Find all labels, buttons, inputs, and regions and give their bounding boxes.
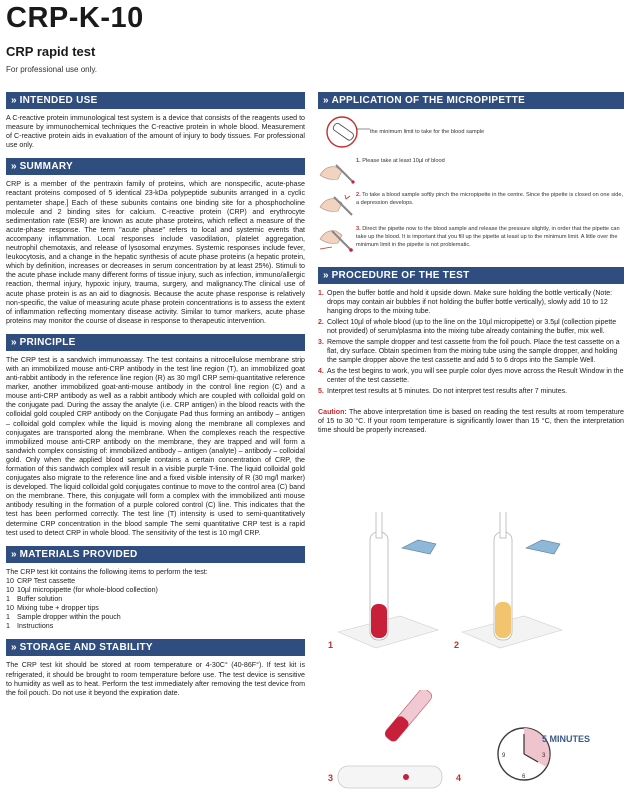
procedure-heading: » PROCEDURE OF THE TEST [318, 267, 624, 284]
hand-pipette-icon [318, 157, 356, 185]
left-column [6, 92, 305, 706]
figure-label: 4 [456, 773, 462, 783]
pipette-limit-icon [318, 115, 370, 149]
list-item: 5. Interpret test results at 5 minutes. Do not interpret test results after 7 minutes. [318, 388, 568, 395]
chevron-icon: » [11, 548, 16, 560]
timer-clock-icon [494, 724, 554, 784]
list-item: 10 Mixing tube + dropper tips [6, 604, 99, 613]
pipette-step: 3. Direct the pipette now to the blood sample and release the pressure slightly, in order that the pipette can take up the blood. It is important that you fill up the pipette at least up to the minimum limit. A little over the minimum limit in the pipette is not problematic. [318, 225, 624, 253]
intended-use-text: A C-reactive protein immunological test system is a device that consists of the reagents used to measure by immunochemical techniques the C-reactive protein in whole blood. Measurement of C-reactive protein aids in evaluation of the amount of injury to body tissues. For professional use only. [6, 114, 305, 150]
list-item: 10 10µl micropipette (for whole-blood collection) [6, 585, 158, 594]
materials-intro: The CRP test kit contains the following items to perform the test: [6, 567, 208, 576]
figure-label: 3 [328, 773, 334, 783]
figure-label: 2 [454, 640, 460, 650]
principle-text: The CRP test is a sandwich immunoassay. The test contains a nitrocellulose membrane strip with an immobilized mouse anti-CRP antibody in the test line region (T), an immobilized goat anti-rabbit antibody in the reference line region (R) as 30 mg/l CRP semi-quantitative reference marker, another immobilized goat-anti-mouse antibody in the control line region (C) and a mouse anti-CRP antibody as well as a rabbit antibody which are coupled with colloidal gold on the conjugate pad. During the assay the analyte (i.e. CRP antigen) in the blood reacts with the colloidal gold coupled CRP antibody on the Conjugate Pad thus forming an antibody – antigen – colloidal gold complex while the liquid is moving along the membrane all complexes and conjugates are transported along the membrane. When the complexes reach the respective immobilized mouse anti-CRP antibody on the membrane, they are trapped and will form a sandwich complex consisting of: immobilized antibody – antigen (analyte) – antibody – colloidal gold. Only when the applied blood sample contains a certain concentration of CRP, the formation of this sandwich complex will result in a visible purple T-line. The liquid colloidal gold conjugates also migrate to the reference line and a fixed visible intensity of R (30 mg/l marker) is developed. The liquid colloidal gold conjugates continue to move to the control area (C) band on the membrane. There, this conjugate will form a complex with the immobilized anti mouse antibody resulting in the formation of a purple colored control (C) line. This indicates that the test has been performed correctly. The test line (T) intensity is used to semi-quantitatively determine CRP concentration in the blood sample The semi quantitative CRP test is a rapid test used to detect CRP in whole blood. The sensitivity of the test is 10 mg/l CRP. [6, 355, 305, 537]
figure-label: 1 [328, 640, 334, 650]
list-item: 1. Open the buffer bottle and hold it upside down. Make sure holding the bottle vertically (Note: drops may contain air bubbles if not holding the buffer bottle vertically), slowly add 10 to 12 hanging drops to the mixing tube. [318, 290, 613, 315]
list-item: 2. Collect 10µl of whole blood (up to the line on the 10µl micropipette) or 3.5µl (collection pipette not provided) of serum/plasma into the mixing tube already containing the buffer, mix well. [318, 319, 617, 335]
caution-label: Caution: [318, 408, 347, 416]
right-column [318, 92, 624, 443]
figure-3-illustration [336, 690, 456, 802]
list-item: 3. Remove the sample dropper and test cassette from the foil pouch. Place the test cassette on a flat, dry surface. Obtain specimen from the mixing tube using the sample dropper, and holding the sample dropper above the test cassette and add 5 to 6 drops into the Sample Well. [318, 339, 620, 364]
figure-2-illustration [454, 512, 564, 652]
materials-heading: » MATERIALS PROVIDED [6, 546, 305, 563]
list-item: 4. As the test begins to work, you will see purple color dyes move across the Result Window in the center of the test cassette. [318, 368, 624, 384]
storage-text: The CRP test kit should be stored at room temperature or 4-30C° (40-86F°). If test kit is refrigerated, it should be brought to room temperature before use. The test device is sensitive to humidity as well as to heat. Perform the test immediately after removing the test device from the foil pouch. Do not use it beyond the expiration date. [6, 661, 305, 697]
document-title: CRP-K-10 [6, 2, 144, 34]
pipette-annotation: the minimum limit to take for the blood sample [370, 129, 485, 135]
chevron-icon: » [323, 270, 328, 281]
chevron-icon: » [11, 95, 16, 106]
clock-mark: 6 [522, 774, 526, 780]
micropipette-heading: » APPLICATION OF THE MICROPIPETTE [318, 92, 624, 109]
summary-text: CRP is a member of the pentraxin family of proteins, which are nonspecific, acute-phase reactant proteins composed of 5 identical 23-kDa polypeptide subunits arranged in a cyclic pentameter shape.] Each of these subunits contains one binding site for a phosphocholine molecule and 2 binding sites for calcium. C-reactive protein (CRP) and erythrocyte sedimentation rate (ESR) are known as acute phase proteins, which reflect a measure of the acute-phase response. The term "acute phase" refers to local and systemic events that accompany inflammation. Local responses include vasodilation, platelet aggregation, neutrophil chemotaxis, and release of lysosomal enzymes. Systemic responses include fever, leukocytosis, and a change in the hepatic synthesis of acute phase proteins (a hepatic protein, which by definition, increases or decreases in serum concentration by at least 25%). Stimuli to the acute phase include many different forms of tissue injury, such as infection, immuno/allergic reaction, thermal injury, hypoxic injury, trauma, surgery, and malignancy.The clinical use of acute phase protein is as an aid to diagnosis. Because the acute phase response is relatively non-specific, the value of measuring acute phase protein concentrations is to assess the extent of inflammation reflecting momentary disease activity. Similar to tumor markers, acute phase proteins may monitor the course of disease in response to therapeutic intervention. [6, 180, 305, 325]
storage-heading: » STORAGE AND STABILITY [6, 639, 305, 656]
caution-note [318, 408, 624, 435]
timer-label: 5 MINUTES [542, 734, 591, 744]
release-pipette-icon [318, 225, 356, 253]
principle-heading: » PRINCIPLE [6, 334, 305, 351]
intended-use-heading: » INTENDED USE [6, 92, 305, 109]
procedure-steps [318, 289, 624, 396]
list-item: 1 Sample dropper within the pouch [6, 613, 121, 622]
chevron-icon: » [11, 336, 16, 348]
figure-1-illustration [330, 512, 440, 652]
chevron-icon: » [323, 95, 328, 106]
clock-mark: 9 [502, 753, 506, 759]
pinch-pipette-icon [318, 191, 356, 219]
chevron-icon: » [11, 161, 16, 173]
pipette-annotation-row [318, 115, 624, 149]
clock-mark: 3 [542, 753, 546, 759]
caution-text: The above interpretation time is based on reading the test results at room temperature of 15 to 30 °C. If your room temperature is significantly lower than 15 °C, then the interpretation time should be properly increased. [318, 408, 624, 435]
pipette-step: 1. Please take at least 10µl of blood [318, 157, 624, 185]
list-item: 10 CRP Test cassette [6, 576, 76, 585]
list-item: 1 Buffer solution [6, 595, 63, 604]
materials-list [6, 568, 305, 632]
list-item: 1 Instructions [6, 622, 54, 631]
document-subtitle: CRP rapid test [6, 44, 96, 59]
summary-heading: » SUMMARY [6, 158, 305, 175]
document-tagline: For professional use only. [6, 65, 98, 74]
chevron-icon: » [11, 642, 16, 654]
pipette-step: 2. To take a blood sample softly pinch the micropipette in the centre. Since the pipette is closed on one side, a depression develops. [318, 191, 624, 219]
